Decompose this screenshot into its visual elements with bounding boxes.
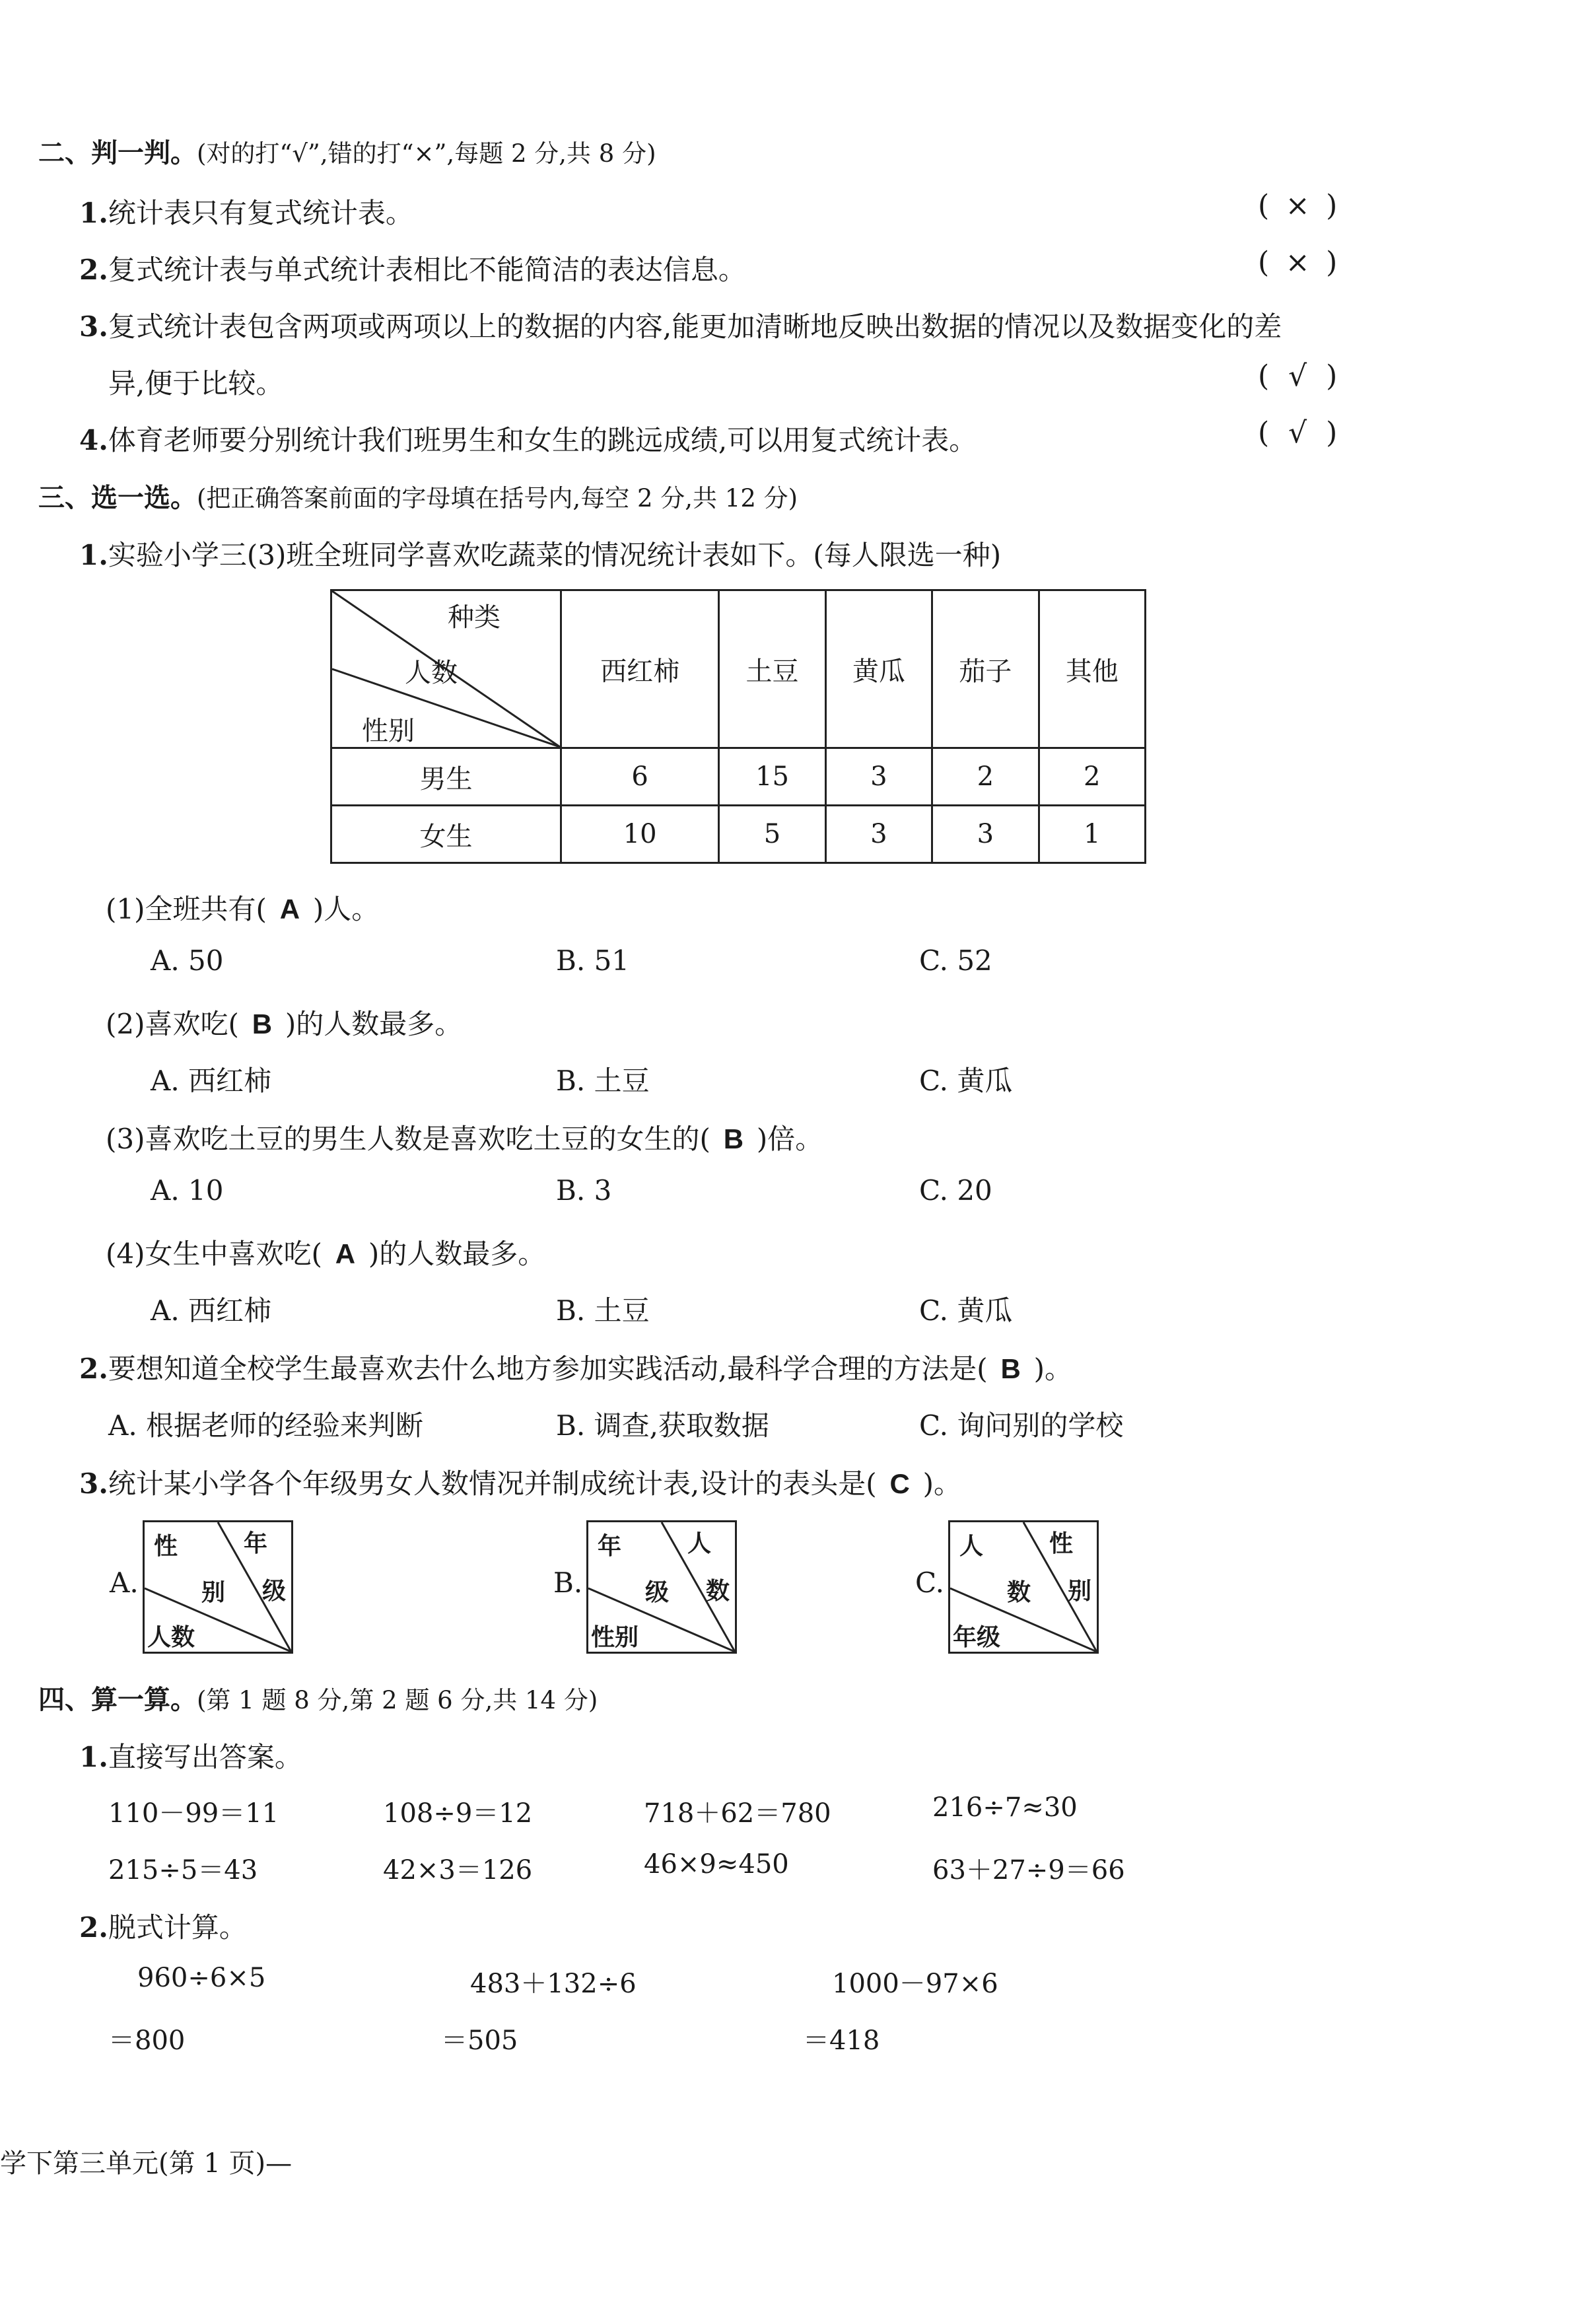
row-label: 男生: [331, 748, 561, 806]
corner-label-gender: 性别: [362, 716, 415, 746]
header-option-a-letter: A.: [110, 1567, 139, 1599]
header-option-b: [586, 1520, 737, 1654]
option-a: A. 西红柿: [151, 1065, 272, 1097]
header-label: 别: [1068, 1577, 1092, 1605]
vegetable-stat-table: [330, 589, 1146, 864]
step-result: ＝418: [803, 2025, 880, 2056]
step-result: ＝800: [108, 2025, 186, 2056]
step-expression: 960÷6×5: [137, 1963, 266, 1993]
answer-letter: C: [889, 1468, 910, 1499]
step-expression: 1000－97×6: [832, 1969, 998, 1999]
section-2-heading: [38, 132, 656, 170]
header-label: 年: [244, 1530, 268, 1557]
header-label: 年级: [953, 1623, 1001, 1651]
judge-item-4: 4.体育老师要分别统计我们班男生和女生的跳远成绩,可以用复式统计表。: [79, 424, 977, 456]
header-label: 性别: [591, 1623, 639, 1651]
header-option-a: [143, 1520, 293, 1654]
column-header: 茄子: [932, 590, 1039, 748]
oral-calc: 63＋27÷9＝66: [932, 1855, 1125, 1885]
step-result: ＝505: [441, 2025, 518, 2056]
judge-answer-4: ( √ ): [1258, 416, 1338, 450]
header-label: 别: [201, 1578, 226, 1606]
choice-q1: 1.实验小学三(3)班全班同学喜欢吃蔬菜的情况统计表如下。(每人限选一种): [79, 539, 1002, 571]
calc-q1: 1.直接写出答案。: [79, 1741, 302, 1773]
option-a: A. 根据老师的经验来判断: [108, 1409, 424, 1442]
column-header: 黄瓜: [825, 590, 932, 748]
answer-letter: A: [279, 894, 300, 925]
section-title: 二、判一判。: [38, 137, 197, 168]
oral-calc: 216÷7≈30: [932, 1792, 1078, 1823]
choice-q3: 3.统计某小学各个年级男女人数情况并制成统计表,设计的表头是( C )。: [79, 1467, 961, 1500]
column-header: 其他: [1039, 590, 1145, 748]
option-b: B. 土豆: [556, 1294, 650, 1327]
page-footer: 学下第三单元(第 1 页)—: [0, 2148, 293, 2179]
sub-question-1: (1)全班共有( A )人。: [106, 893, 380, 925]
table-cell: 3: [825, 806, 932, 863]
judge-answer-2: ( × ): [1258, 246, 1338, 279]
oral-calc: 718＋62＝780: [644, 1798, 831, 1829]
table-cell: 3: [932, 806, 1039, 863]
section-4-heading: [38, 1679, 598, 1716]
answer-letter: B: [723, 1123, 744, 1154]
sub-question-4: (4)女生中喜欢吃( A )的人数最多。: [106, 1238, 546, 1270]
choice-q2: 2.要想知道全校学生最喜欢去什么地方参加实践活动,最科学合理的方法是( B )。: [79, 1353, 1072, 1385]
oral-calc: 42×3＝126: [383, 1855, 533, 1885]
option-b: B. 土豆: [556, 1065, 650, 1097]
header-label: 数: [1007, 1578, 1031, 1606]
header-label: 人: [959, 1532, 984, 1560]
header-label: 级: [645, 1578, 670, 1606]
header-label: 人数: [147, 1623, 195, 1651]
table-row: [331, 748, 1146, 806]
header-label: 性: [1049, 1530, 1074, 1557]
option-a: A. 10: [151, 1174, 224, 1207]
option-c: C. 询问别的学校: [919, 1409, 1124, 1442]
answer-letter: A: [335, 1238, 356, 1269]
oral-calc: 108÷9＝12: [383, 1798, 533, 1829]
judge-answer-3: ( √ ): [1258, 359, 1338, 393]
judge-item-3: 3.复式统计表包含两项或两项以上的数据的内容,能更加清晰地反映出数据的情况以及数据变化的差: [79, 310, 1282, 343]
table-cell: 10: [561, 806, 719, 863]
table-cell: 3: [825, 748, 932, 806]
sub-question-3: (3)喜欢吃土豆的男生人数是喜欢吃土豆的女生的( B )倍。: [106, 1123, 823, 1155]
oral-calc: 110－99＝11: [108, 1798, 279, 1829]
header-label: 人: [687, 1530, 712, 1557]
section-note: (对的打“√”,错的打“×”,每题 2 分,共 8 分): [197, 139, 656, 168]
header-label: 性: [154, 1532, 178, 1560]
header-option-b-letter: B.: [553, 1567, 583, 1599]
judge-item-1: 1.统计表只有复式统计表。: [79, 197, 413, 229]
answer-mark: ×: [1285, 246, 1310, 279]
judge-answer-1: ( × ): [1258, 189, 1338, 223]
section-title: 三、选一选。: [38, 482, 197, 513]
option-a: A. 50: [151, 944, 224, 977]
corner-label-count: 人数: [405, 658, 458, 688]
section-3-heading: [38, 477, 798, 514]
option-c: C. 黄瓜: [919, 1065, 1013, 1097]
calc-q2: 2.脱式计算。: [79, 1911, 247, 1944]
header-option-c: [948, 1520, 1099, 1654]
answer-letter: B: [1000, 1353, 1021, 1384]
answer-mark: √: [1288, 359, 1307, 393]
judge-item-3-cont: 异,便于比较。: [108, 367, 284, 400]
table-row: [331, 806, 1146, 863]
header-label: 年: [598, 1532, 622, 1560]
option-b: B. 调查,获取数据: [556, 1409, 769, 1442]
step-expression: 483＋132÷6: [470, 1969, 637, 1999]
column-header: 土豆: [719, 590, 825, 748]
corner-label-category: 种类: [448, 602, 501, 633]
table-cell: 5: [719, 806, 825, 863]
table-cell: 6: [561, 748, 719, 806]
answer-letter: B: [252, 1008, 273, 1039]
oral-calc: 46×9≈450: [644, 1849, 789, 1880]
section-note: (把正确答案前面的字母填在括号内,每空 2 分,共 12 分): [197, 484, 798, 512]
answer-mark: √: [1288, 416, 1307, 450]
option-c: C. 20: [919, 1174, 992, 1207]
table-cell: 2: [932, 748, 1039, 806]
header-label: 数: [706, 1577, 730, 1605]
table-cell: 15: [719, 748, 825, 806]
oral-calc: 215÷5＝43: [108, 1855, 258, 1885]
sub-question-2: (2)喜欢吃( B )的人数最多。: [106, 1008, 463, 1040]
option-a: A. 西红柿: [151, 1294, 272, 1327]
table-cell: 1: [1039, 806, 1145, 863]
option-b: B. 3: [556, 1174, 612, 1207]
option-b: B. 51: [556, 944, 630, 977]
header-option-c-letter: C.: [915, 1567, 944, 1599]
table-cell: 2: [1039, 748, 1145, 806]
row-label: 女生: [331, 806, 561, 863]
column-header: 西红柿: [561, 590, 719, 748]
option-c: C. 52: [919, 944, 992, 977]
option-c: C. 黄瓜: [919, 1294, 1013, 1327]
judge-item-2: 2.复式统计表与单式统计表相比不能简洁的表达信息。: [79, 254, 746, 286]
answer-mark: ×: [1285, 189, 1310, 223]
section-title: 四、算一算。: [38, 1684, 197, 1715]
header-label: 级: [262, 1577, 287, 1605]
section-note: (第 1 题 8 分,第 2 题 6 分,共 14 分): [197, 1686, 598, 1714]
table-corner-header: [331, 590, 561, 748]
